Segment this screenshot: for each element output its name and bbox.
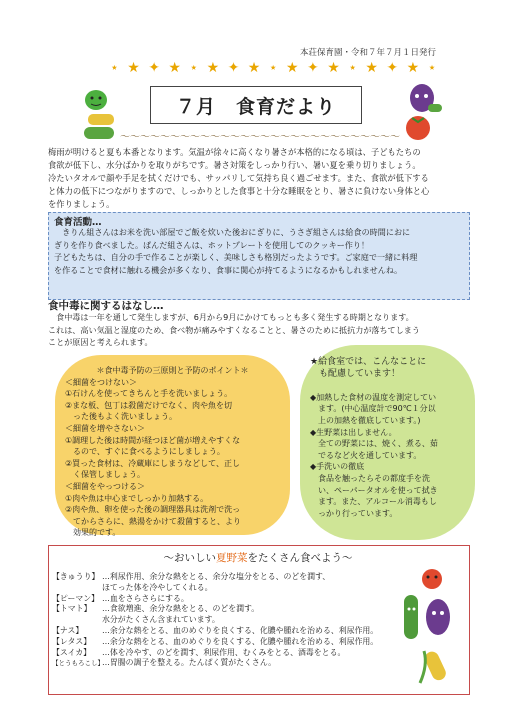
prevention-line: てからさらに、熱湯をかけて殺菌すると、より (65, 516, 241, 526)
kitchen-line: ◆手洗いの徹底 (310, 462, 365, 472)
food-poisoning-line: ことが原因と考えられます。 (48, 337, 153, 347)
list-item: 【トマト】 …食欲増進、余分な熱をとる、のどを潤す。 (52, 604, 260, 614)
wave-divider: 〜〜〜〜〜〜〜〜〜〜〜〜〜〜〜〜〜〜〜〜〜〜〜〜〜〜〜〜 (120, 132, 400, 143)
prevention-line: ＜細菌を増やさない＞ (65, 423, 145, 433)
prevention-line: 効果的です。 (65, 528, 121, 538)
list-item: 【レタス】 …余分な熱をとる、血のめぐりを良くする、化膿や腫れを治める、利尿作用。 (52, 636, 379, 646)
kitchen-line: ◆加熱した食材の温度を測定してい (310, 392, 437, 402)
intro-line: を作りましょう。 (48, 199, 115, 209)
prevention-line: ①石けんを使ってきちんと手を洗いましょう。 (65, 389, 233, 399)
prevention-line: ②肉や魚、卵を使った後の調理器具は洗剤で洗っ (65, 505, 241, 515)
intro-line: と体力の低下につながりますので、しっかりとした食事と十分な睡眠をとり、暑さに負けない身体と心 (48, 186, 430, 196)
kitchen-line: 上の加熱を徹底しています。) (310, 415, 421, 425)
kitchen-line: っかり行っています。 (310, 508, 398, 518)
heading-prefix: 〜おいしい (163, 552, 216, 564)
list-item: 【きゅうり】 …利尿作用、余分な熱をとる、余分な塩分をとる、のどを潤す、 (52, 572, 331, 581)
activity-body (54, 226, 464, 276)
prevention-line: ＜細菌をやっつける＞ (65, 481, 145, 491)
page-title: ７月 食育だより (150, 86, 362, 124)
kitchen-line: ます。(中心温度計で90℃１分以 (310, 404, 436, 414)
list-item: 【とうもろこし】 …胃腸の調子を整える。たんぱく質がたくさん。 (52, 658, 277, 668)
activity-line: 子どもたちは、自分の手で作ることが楽しく、美味しさも格別だったようです。ご家庭で一緒に料理 (54, 252, 418, 262)
list-item: 【ピーマン】 …血をさらさらにする。 (52, 593, 189, 603)
food-poisoning-heading: 食中毒に関するはなし… (48, 300, 164, 312)
list-item-continuation: ほてった体を冷やしてくれる。 (102, 582, 213, 592)
heading-suffix: をたくさん食べよう〜 (247, 552, 353, 564)
cucumber-icon (84, 127, 114, 139)
activity-heading: 食育活動… (54, 217, 102, 228)
corn-icon (423, 649, 448, 682)
prevention-line: ＜細菌をつけない＞ (65, 377, 137, 387)
activity-line: きりん組さんはお米を洗い部屋でご飯を炊いた後おにぎりに、うさぎ組さんは給食の時間におに (54, 227, 411, 237)
prevention-line: ②買った食材は、冷蔵庫にしまうなどして、正し (65, 458, 241, 468)
activity-line: を作ることで食材に触れる機会が多くなり、食事に関心が持てるようになるかもしれませんね。 (54, 264, 403, 275)
intro-line: 食欲が低下し、水分ばかりを取りがちです。暑さ対策をしっかり行い、暑い夏を乗り切りましょう。 (48, 160, 421, 170)
list-item: 【スイカ】 …体を冷やす、のどを潤す、利尿作用、むくみをとる、酒毒をとる。 (52, 647, 346, 657)
tomato-icon (422, 569, 442, 589)
eggplant-icon (426, 599, 450, 635)
kitchen-line: ◆生野菜は出しません。 (310, 427, 397, 437)
kitchen-line (310, 380, 465, 392)
kitchen-heading: ★給食室では、こんなことに (310, 357, 427, 367)
star-garland: ⋆ ★ ✦ ★ ⋆ ★ ✦ ★ ⋆ ★ ✦ ★ ⋆ ★ ✦ ★ ⋆ (110, 60, 439, 76)
pepper-cucumber-illustration (80, 84, 120, 142)
list-item: 【ナス】 …余分な熱をとる、血のめぐりを良くする、化膿や腫れを治める、利尿作用。 (52, 625, 379, 635)
intro-line: 冷たいタオルで顔や手足を拭くだけでも、サッパリして気持ち良く過ごせます。また、食欲が低下する (48, 173, 429, 183)
food-poisoning-line: 食中毒は一年を通して発生しますが、6月から9月にかけてもっとも多く発生する時期となります。 (48, 312, 414, 322)
food-poisoning-line: これは、高い気温と湿度のため、食べ物が痛みやすくなることと、暑さのために抵抗力が落ちてしまう (48, 324, 420, 335)
kitchen-line: 全ての野菜には、焼く、煮る、茹 (310, 439, 438, 449)
kitchen-line: い、ペーパータオルを使って拭き (310, 485, 438, 495)
corn-icon (88, 114, 114, 125)
eggplant-tomato-illustration (398, 80, 444, 142)
list-item-continuation: 水分がたくさん含まれています。 (102, 615, 220, 625)
kitchen-line: ます。また、アルコール消毒もし (310, 497, 437, 507)
activity-line: ぎりを作り食べました。ぱんだ組さんは、ホットプレートを使用してのクッキー作り！ (54, 239, 370, 250)
tomato-icon (406, 116, 430, 140)
prevention-line: く保管しましょう。 (65, 470, 145, 480)
food-poisoning-body (48, 311, 468, 349)
vegetable-list (52, 572, 398, 669)
kitchen-heading: も配慮しています！ (310, 368, 401, 379)
intro-paragraph (48, 146, 468, 211)
kitchen-line: 食品を触ったらその都度手を洗 (310, 473, 430, 483)
prevention-heading: ＊食中毒予防の三原則と予防のポイント＊ (96, 366, 249, 375)
kitchen-text (310, 357, 465, 519)
cucumber-icon (404, 595, 418, 639)
vegetable-characters-illustration (398, 565, 464, 689)
summer-vegetables-heading (48, 550, 468, 565)
prevention-line: ②まな板、包丁は殺菌だけでなく、肉や魚を切 (65, 400, 233, 410)
publisher-line: 本荘保育園・令和７年７月１日発行 (300, 48, 437, 58)
green-pepper-icon (85, 90, 107, 110)
intro-line: 梅雨が明けると夏も本番となります。気温が徐々に高くなり暑さが本格的になる頃は、子どもたちの (48, 147, 421, 157)
prevention-line: ①肉や魚は中心までしっかり加熱する。 (65, 493, 209, 503)
prevention-line: るので、すぐに食べるようにしましょう。 (65, 447, 225, 457)
heading-highlight: 夏野菜 (216, 552, 248, 564)
prevention-text (65, 365, 280, 539)
kitchen-line: でるなど火を通しています。 (310, 450, 422, 460)
prevention-line: ①調理した後は時間が経つほど菌が増えやすくな (65, 435, 241, 445)
prevention-line: った後もよく洗いましょう。 (65, 412, 177, 422)
